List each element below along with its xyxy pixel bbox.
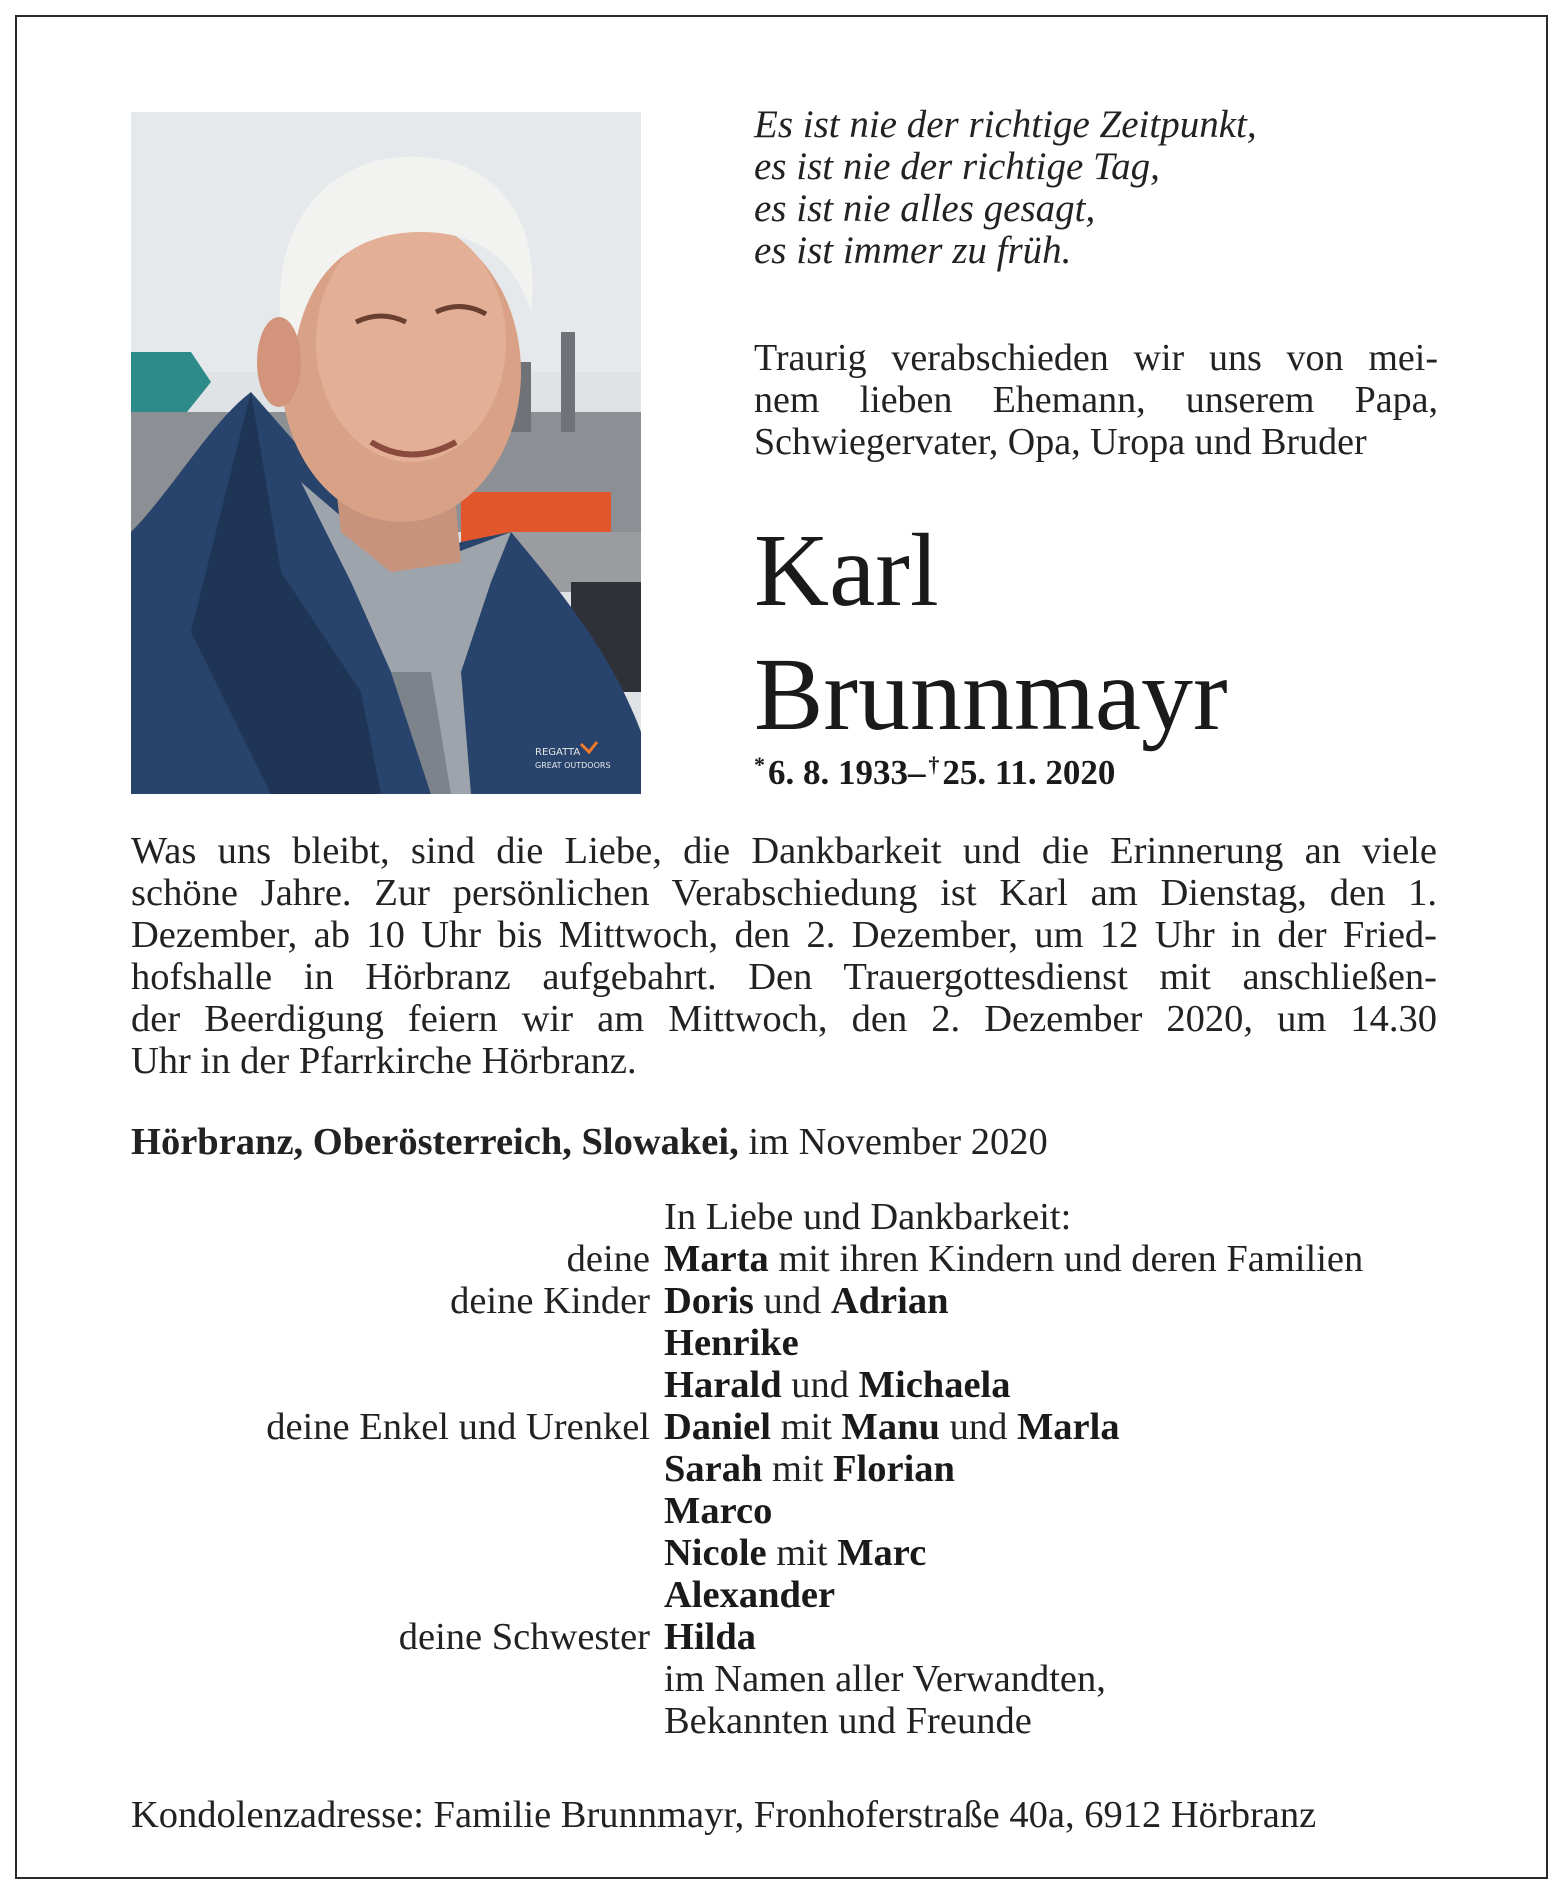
family-member-name: Marc	[837, 1532, 927, 1574]
family-connector: mit	[766, 1532, 838, 1574]
family-member-name: Adrian	[830, 1280, 949, 1322]
family-connector: im Namen aller Verwandten,	[664, 1658, 1106, 1700]
jacket-logo-subtext: GREAT OUTDOORS	[535, 761, 611, 770]
family-row	[0, 1574, 1567, 1616]
family-connector: und	[781, 1364, 859, 1406]
family-connector: mit ihren Kindern und deren Familien	[768, 1238, 1364, 1280]
intro-line: Schwiegervater, Opa, Uropa und Bruder	[754, 421, 1367, 463]
family-row	[0, 1322, 1567, 1364]
family-names	[664, 1532, 926, 1574]
family-names	[664, 1658, 1106, 1700]
family-names	[664, 1322, 799, 1364]
main-text	[131, 830, 1437, 1082]
family-connector: und	[753, 1280, 831, 1322]
family-relation: deine Schwester	[398, 1616, 650, 1658]
family-heading: In Liebe und Dankbarkeit:	[664, 1196, 1072, 1238]
deceased-first-name: Karl	[754, 513, 939, 628]
family-names	[664, 1490, 772, 1532]
main-text-line: hofshalle in Hörbranz aufgebahrt. Den Trauergottesdienst mit anschließen-	[131, 956, 1437, 998]
family-member-name: Sarah	[664, 1448, 763, 1490]
family-row	[0, 1448, 1567, 1490]
birth-symbol: *	[754, 752, 765, 777]
family-member-name: Marco	[664, 1490, 773, 1532]
condolence-address: Kondolenzadresse: Familie Brunnmayr, Fronhoferstraße 40a, 6912 Hörbranz	[131, 1794, 1317, 1836]
family-row	[0, 1364, 1567, 1406]
family-names	[664, 1238, 1363, 1280]
deceased-last-name: Brunnmayr	[754, 637, 1228, 752]
main-text-line: schöne Jahre. Zur persönlichen Verabschiedung ist Karl am Dienstag, den 1.	[131, 872, 1437, 914]
family-member-name: Alexander	[664, 1574, 836, 1616]
family-member-name: Michaela	[858, 1364, 1011, 1406]
family-names	[664, 1364, 1010, 1406]
family-row	[0, 1616, 1567, 1658]
family-connector: und	[939, 1406, 1017, 1448]
family-member-name: Doris	[664, 1280, 754, 1322]
family-member-name: Manu	[841, 1406, 940, 1448]
family-connector: Bekannten und Freunde	[664, 1700, 1032, 1742]
family-names	[664, 1448, 955, 1490]
poem-line: es ist immer zu früh.	[754, 229, 1072, 272]
family-connector: mit	[770, 1406, 842, 1448]
birth-date: 6. 8. 1933	[767, 753, 908, 792]
family-member-name: Harald	[664, 1364, 782, 1406]
main-text-line: Uhr in der Pfarrkirche Hörbranz.	[131, 1040, 637, 1082]
intro-text	[754, 337, 1438, 463]
family-row	[0, 1700, 1567, 1742]
family-row	[0, 1238, 1567, 1280]
family-relation: deine Kinder	[450, 1280, 650, 1322]
family-member-name: Marta	[664, 1238, 769, 1280]
family-member-name: Marla	[1016, 1406, 1120, 1448]
family-names	[664, 1616, 756, 1658]
poem-line: es ist nie alles gesagt,	[754, 187, 1096, 230]
death-date: 25. 11. 2020	[942, 753, 1116, 792]
family-relation: deine Enkel und Urenkel	[266, 1406, 650, 1448]
family-row	[0, 1490, 1567, 1532]
family-member-name: Hilda	[664, 1616, 757, 1658]
poem	[754, 104, 1454, 272]
main-text-line: der Beerdigung feiern wir am Mittwoch, den 2. Dezember 2020, um 14.30	[131, 998, 1437, 1040]
family-member-name: Nicole	[664, 1532, 767, 1574]
family-row	[0, 1280, 1567, 1322]
family-member-name: Florian	[833, 1448, 955, 1490]
jacket-logo-text: REGATTA	[535, 747, 581, 758]
main-text-line: Dezember, ab 10 Uhr bis Mittwoch, den 2. Dezember, um 12 Uhr in der Fried-	[131, 914, 1437, 956]
family-names	[664, 1280, 949, 1322]
poem-line: Es ist nie der richtige Zeitpunkt,	[754, 103, 1257, 146]
intro-line: Traurig verabschieden wir uns von mei-	[754, 337, 1438, 379]
family-names	[664, 1406, 1120, 1448]
family-names	[664, 1574, 835, 1616]
intro-line: nem lieben Ehemann, unserem Papa,	[754, 379, 1438, 421]
place-date-line	[131, 1120, 1048, 1164]
date-separator: –	[907, 753, 926, 792]
main-text-line: Was uns bleibt, sind die Liebe, die Dankbarkeit und die Erinnerung an viele	[131, 830, 1437, 872]
family-relation: deine	[566, 1238, 650, 1280]
life-dates	[754, 752, 1115, 793]
places: Hörbranz, Oberösterreich, Slowakei,	[131, 1121, 739, 1163]
family-names	[664, 1700, 1032, 1742]
place-date: im November 2020	[748, 1121, 1048, 1163]
family-heading-row	[0, 1196, 1567, 1238]
family-member-name: Henrike	[664, 1322, 799, 1364]
family-list	[0, 1196, 1567, 1742]
family-row	[0, 1406, 1567, 1448]
poem-line: es ist nie der richtige Tag,	[754, 145, 1160, 188]
family-connector: mit	[762, 1448, 834, 1490]
family-row	[0, 1658, 1567, 1700]
family-row	[0, 1532, 1567, 1574]
death-symbol: †	[928, 752, 940, 777]
portrait-photo	[131, 112, 641, 794]
family-member-name: Daniel	[664, 1406, 771, 1448]
